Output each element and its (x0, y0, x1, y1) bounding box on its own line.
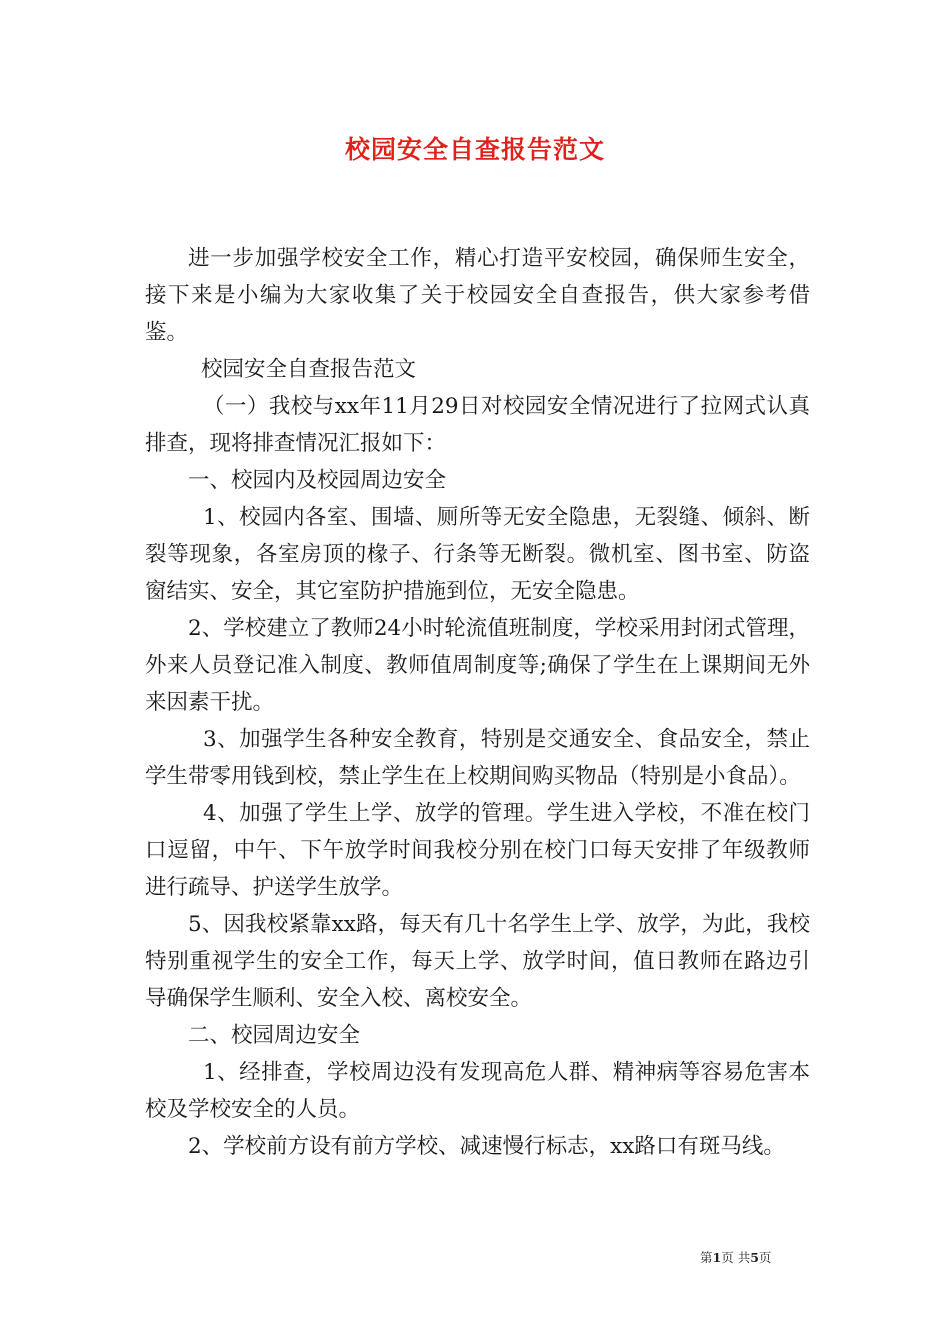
footer-prefix: 第 (700, 1250, 713, 1265)
footer-suffix: 页 (758, 1250, 772, 1265)
document-title: 校园安全自查报告范文 (344, 135, 605, 164)
section-heading: 校园安全自查报告范文 (201, 357, 417, 382)
paragraph-item-3: 3、加强学生各种安全教育，特别是交通安全、食品安全，禁止学生带零用钱到校，禁止学生在上校期间购买物品（特别是小食品）。 (145, 727, 810, 789)
paragraph-surrounding-2: 2、学校前方设有前方学校、减速慢行标志，xx路口有斑马线。 (188, 1134, 785, 1159)
footer-middle: 页 共 (721, 1250, 751, 1265)
intro-paragraph: 进一步加强学校安全工作，精心打造平安校园，确保师生安全，接下来是小编为大家收集了关于校园安全自查报告，供大家参考借鉴。 (145, 246, 810, 345)
heading-surrounding-safety: 二、校园周边安全 (188, 1023, 361, 1048)
footer-total-pages: 5 (750, 1250, 759, 1265)
paragraph-surrounding-1: 1、经排查，学校周边没有发现高危人群、精神病等容易危害本校及学校安全的人员。 (145, 1060, 810, 1122)
paragraph-item-5: 5、因我校紧靠xx路，每天有几十名学生上学、放学，为此，我校特别重视学生的安全工作，每天上学、放学时间，值日教师在路边引导确保学生顺利、安全入校、离校安全。 (145, 912, 810, 1011)
paragraph-item-4: 4、加强了学生上学、放学的管理。学生进入学校，不准在校门口逗留，中午、下午放学时间我校分别在校门口每天安排了年级教师进行疏导、护送学生放学。 (145, 801, 810, 900)
heading-campus-safety: 一、校园内及校园周边安全 (188, 468, 447, 493)
paragraph-item-2: 2、学校建立了教师24小时轮流值班制度，学校采用封闭式管理，外来人员登记准入制度、教师值周制度等;确保了学生在上课期间无外来因素干扰。 (145, 616, 810, 715)
page-number-footer (700, 1250, 820, 1266)
document-body (145, 240, 810, 1165)
paragraph-report-intro: （一）我校与xx年11月29日对校园安全情况进行了拉网式认真排查，现将排查情况汇报如下： (145, 394, 810, 456)
paragraph-item-1: 1、校园内各室、围墙、厕所等无安全隐患，无裂缝、倾斜、断裂等现象，各室房顶的椽子、行条等无断裂。微机室、图书室、防盗窗结实、安全，其它室防护措施到位，无安全隐患。 (145, 505, 810, 604)
footer-current-page: 1 (712, 1250, 722, 1265)
